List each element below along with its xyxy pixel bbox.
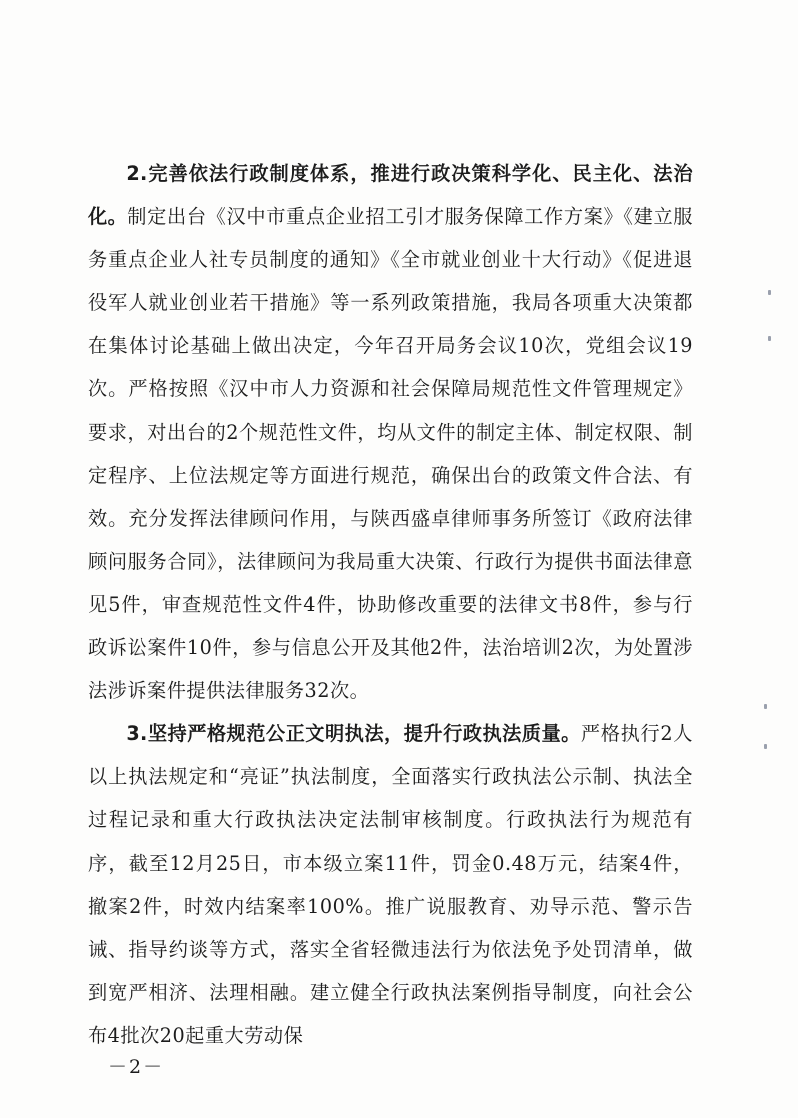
page-number: －2－ [108, 1056, 165, 1078]
scan-speck [764, 744, 767, 749]
scan-speck [764, 704, 767, 709]
paragraph-2-body: 制定出台《汉中市重点企业招工引才服务保障工作方案》《建立服务重点企业人社专员制度的通知》《全市就业创业十大行动》《促进退役军人就业创业若干措施》等一系列政策措施，我局各项重大决策都在集体讨论基础上做出决定，今年召开局务会议10次，党组会议19次。严格按照《汉中市人力资源和社会保障局规范性文件管理规定》要求，对出台的2个规范性文件，均从文件的制定主体、制定权限、制定程序、上位法规定等方面进行规范，确保出台的政策文件合法、有效。充分发挥法律顾问作用，与陕西盛卓律师事务所签订《政府法律顾问服务合同》，法律顾问为我局重大决策、行政行为提供书面法律意见5件，审查规范性文件4件，协助修改重要的法律文书8件，参与行政诉讼案件10件，参与信息公开及其他2件，法治培训2次，为处置涉法涉诉案件提供法律服务32次。 [88, 205, 693, 703]
scan-speck [768, 290, 771, 295]
paragraph-3 [88, 712, 693, 1057]
paragraph-2 [88, 152, 693, 712]
paragraph-2-heading: 2.完善依法行政制度体系，推进行政决策科学化、民主化、法治化。 [88, 162, 693, 229]
scan-speck [768, 336, 771, 341]
document-body [88, 152, 693, 1057]
paragraph-3-heading: 3.坚持严格规范公正文明执法，提升行政执法质量。 [126, 722, 581, 746]
paragraph-3-body: 严格执行2人以上执法规定和“亮证”执法制度，全面落实行政执法公示制、执法全过程记录和重大行政执法决定法制审核制度。行政执法行为规范有序，截至12月25日，市本级立案11件，罚金0.48万元，结案4件，撤案2件，时效内结案率100%。推广说服教育、劝导示范、警示告诫、指导约谈等方式，落实全省轻微违法行为依法免予处罚清单，做到宽严相济、法理相融。建立健全行政执法案例指导制度，向社会公布4批次20起重大劳动保 [88, 722, 693, 1047]
